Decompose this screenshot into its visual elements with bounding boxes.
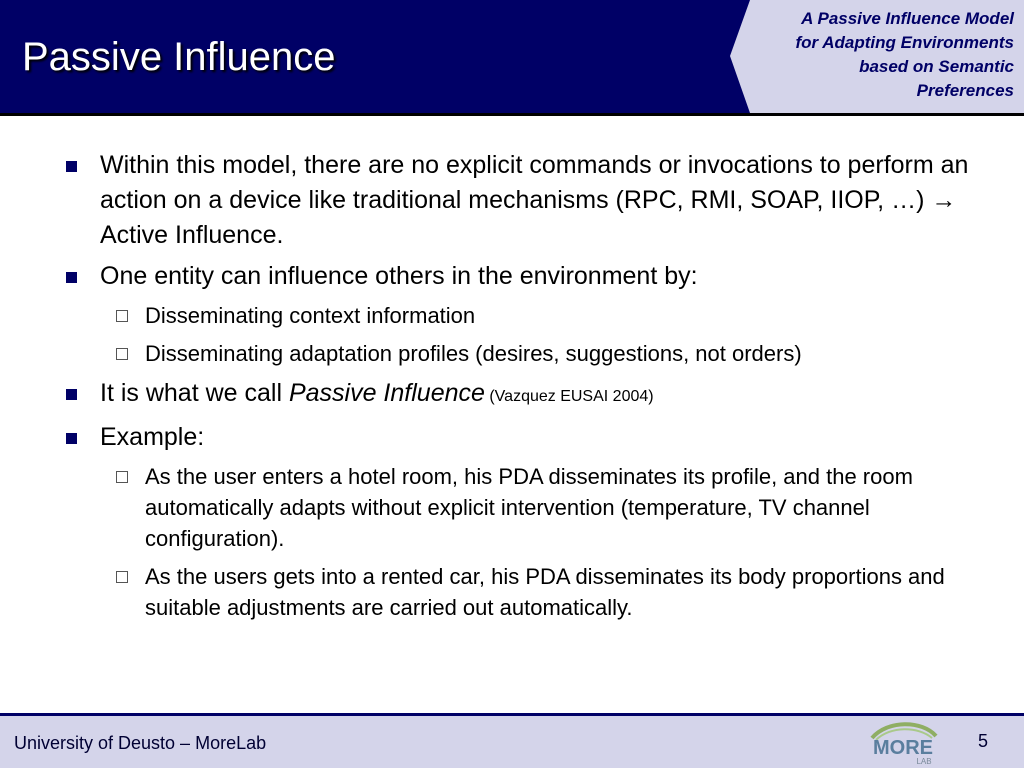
square-bullet-icon (66, 272, 77, 283)
square-bullet-icon (66, 161, 77, 172)
sub-bullet-text: As the users gets into a rented car, his PDA disseminates its body proportions and suitable adjustments are carried out automatically. (145, 564, 945, 620)
square-bullet-icon (66, 433, 77, 444)
subtitle-line: for Adapting Environments (795, 33, 1014, 52)
emphasis-text: Passive Influence (288, 379, 485, 407)
subtitle-line: based on Semantic (859, 57, 1014, 76)
footer-organization: University of Deusto – MoreLab (14, 733, 267, 753)
bullet-explicit-commands (60, 148, 1000, 253)
sub-bullet-text: Disseminating context information (145, 303, 476, 328)
bullet-influence-others (60, 259, 1000, 294)
sub-bullet-hotel-example (60, 461, 1000, 554)
subtitle-line: Preferences (916, 81, 1014, 100)
subtitle-line: A Passive Influence Model (801, 9, 1014, 28)
sub-bullet-text: As the user enters a hotel room, his PDA disseminates its profile, and the room automatically adapts without explicit intervention (temperature, TV channel configuration). (145, 464, 913, 551)
bullet-text: It is what we call (100, 379, 289, 407)
presentation-subtitle (744, 7, 1014, 103)
logo-text: MORE (873, 737, 933, 759)
header-divider (0, 113, 1024, 116)
bullet-passive-influence (60, 376, 1000, 414)
footer-divider (0, 713, 1024, 716)
sub-bullet-context (60, 300, 1000, 331)
bullet-text: Within this model, there are no explicit commands or invocations to perform an action on a device like traditional mechanisms (RPC, RMI, SOAP, IIOP, …) (100, 151, 969, 214)
page-number: 5 (977, 731, 988, 751)
sub-bullet-text: Disseminating adaptation profiles (desires, suggestions, not orders) (145, 341, 802, 366)
morelab-logo-icon (862, 718, 944, 766)
subtitle-panel (728, 0, 1024, 113)
slide-content (60, 148, 1000, 630)
bullet-text: Example: (100, 423, 205, 451)
right-arrow-icon: → (931, 186, 957, 214)
hollow-square-bullet-icon (116, 348, 128, 360)
logo-subtext: LAB (916, 757, 932, 766)
square-bullet-icon (66, 389, 77, 400)
hollow-square-bullet-icon (116, 471, 128, 483)
sub-bullet-car-example (60, 561, 1000, 623)
citation-text: (Vazquez EUSAI 2004) (484, 388, 654, 405)
slide-title: Passive Influence (22, 35, 336, 79)
sub-bullet-profiles (60, 338, 1000, 369)
hollow-square-bullet-icon (116, 310, 128, 322)
bullet-example (60, 420, 1000, 455)
bullet-text: One entity can influence others in the environment by: (100, 262, 698, 290)
bullet-text: Active Influence. (100, 221, 284, 249)
hollow-square-bullet-icon (116, 571, 128, 583)
